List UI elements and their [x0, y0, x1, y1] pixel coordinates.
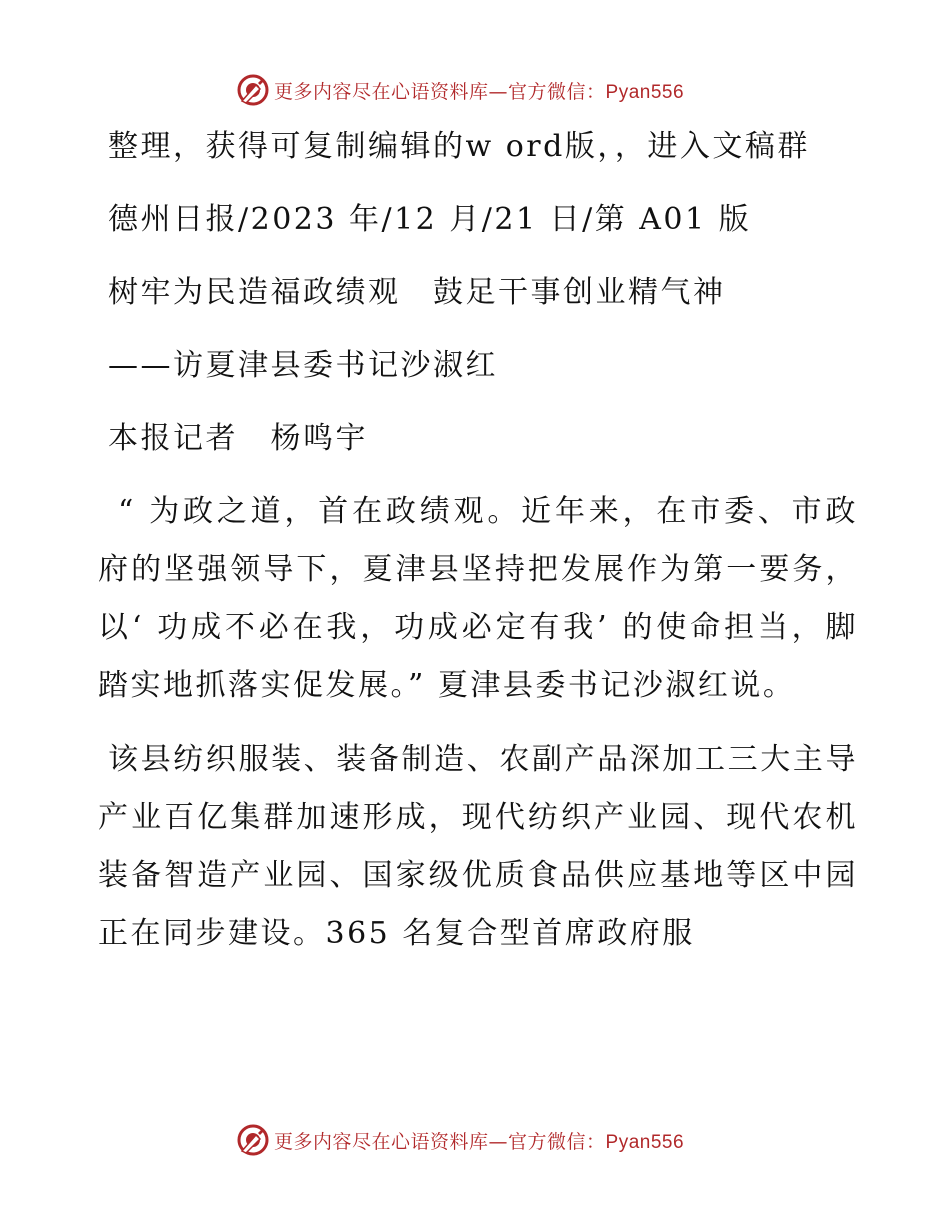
- pen-logo-icon: [236, 1123, 270, 1157]
- document-body: [98, 118, 858, 979]
- watermark-text: 更多内容尽在心语资料库—官方微信：Pyan556: [274, 80, 685, 103]
- watermark-text: 更多内容尽在心语资料库—官方微信：Pyan556: [274, 1130, 685, 1153]
- headline: 树牢为民造福政绩观 鼓足干事创业精气神: [108, 275, 726, 310]
- source-line: 德州日报/2023 年/12 月/21 日/第 A01 版: [108, 202, 752, 237]
- watermark-handle: Pyan556: [605, 1131, 685, 1153]
- byline: 本报记者 杨鸣宇: [108, 421, 368, 456]
- watermark-handle: Pyan556: [605, 81, 685, 103]
- paragraph: 该县纺织服装、装备制造、农副产品深加工三大主导产业百亿集群加速形成，现代纺织产业园、现代农机装备智造产业园、国家级优质食品供应基地等区中园正在同步建设。365 名复合型首席政府服: [98, 742, 858, 951]
- intro-line: 整理，获得可复制编辑的w ord版，，进入文稿群: [108, 129, 810, 164]
- subheadline: ——访夏津县委书记沙淑红: [108, 348, 498, 383]
- paragraph: “ 为政之道，首在政绩观。近年来，在市委、市政府的坚强领导下，夏津县坚持把发展作为第一要务，以‘ 功成不必在我，功成必定有我’ 的使命担当，脚踏实地抓落实促发展。” 夏津县委书记沙淑红说。: [98, 494, 858, 703]
- footer-watermark: [236, 1122, 684, 1158]
- pen-logo-icon: [236, 73, 270, 107]
- header-watermark: [236, 72, 684, 108]
